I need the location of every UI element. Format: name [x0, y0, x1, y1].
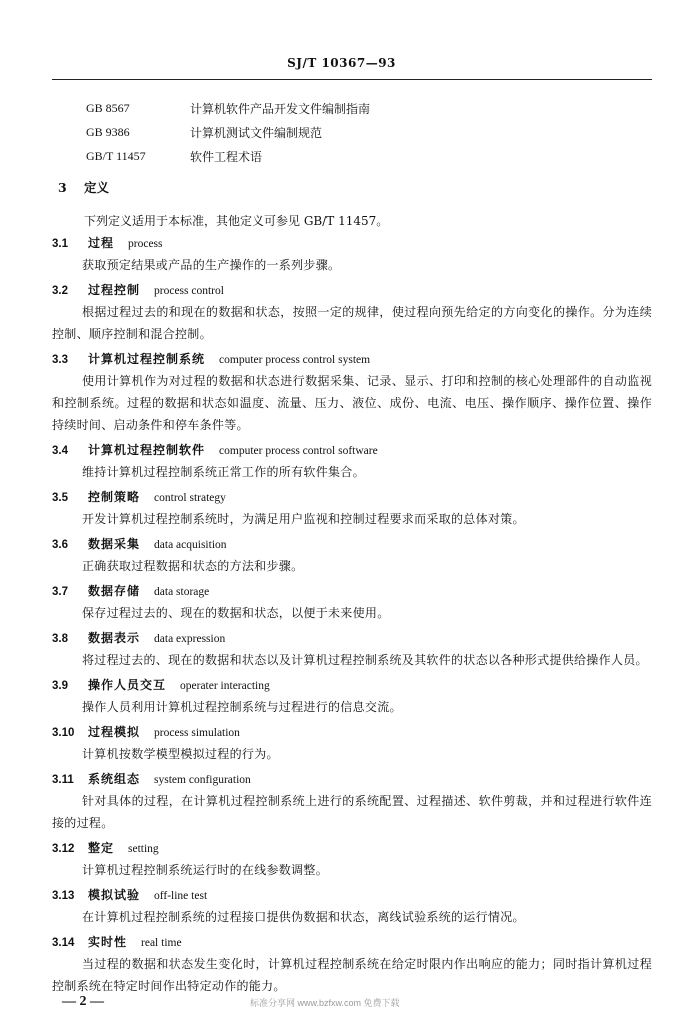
definition-number: 3.9 — [52, 680, 68, 692]
definition-term — [52, 837, 652, 859]
term-chinese: 数据表示 — [88, 631, 141, 645]
term-english: operater interacting — [180, 680, 270, 692]
definition-text: 维持计算机过程控制系统正常工作的所有软件集合。 — [82, 465, 365, 479]
definition-number: 3.1 — [52, 238, 68, 250]
definition-number: 3.10 — [52, 727, 75, 739]
reference-title: 软件工程术语 — [190, 149, 263, 164]
definition-entry — [52, 533, 652, 577]
definition-entry — [52, 931, 652, 997]
reference-title: 计算机测试文件编制规范 — [190, 125, 323, 140]
reference-item — [86, 120, 370, 144]
term-english: process control — [154, 285, 224, 297]
term-english: setting — [128, 843, 159, 855]
term-english: computer process control system — [219, 354, 371, 366]
definition-number: 3.13 — [52, 890, 75, 902]
definition-number: 3.4 — [52, 445, 68, 457]
section-intro: 下列定义适用于本标准，其他定义可参见 GB/T 11457。 — [84, 214, 389, 228]
reference-item — [86, 96, 370, 120]
term-english: data expression — [154, 633, 226, 645]
term-chinese: 计算机过程控制系统 — [88, 352, 206, 366]
term-chinese: 数据存储 — [88, 584, 141, 598]
definition-entry — [52, 580, 652, 624]
definition-text: 操作人员利用计算机过程控制系统与过程进行的信息交流。 — [82, 700, 402, 714]
header-rule — [52, 79, 652, 80]
term-english: control strategy — [154, 492, 226, 504]
definition-term — [52, 232, 652, 254]
section-number: 3 — [58, 180, 67, 195]
definition-entry — [52, 884, 652, 928]
definition-text: 保存过程过去的、现在的数据和状态，以便于未来使用。 — [82, 606, 390, 620]
definition-term — [52, 439, 652, 461]
definition-text: 正确获取过程数据和状态的方法和步骤。 — [82, 559, 304, 573]
section-title: 定义 — [84, 180, 110, 195]
term-chinese: 模拟试验 — [88, 888, 141, 902]
definition-entry — [52, 348, 652, 436]
term-english: off-line test — [154, 890, 208, 902]
term-chinese: 过程模拟 — [88, 725, 141, 739]
term-chinese: 计算机过程控制软件 — [88, 443, 206, 457]
definition-entry — [52, 674, 652, 718]
definition-term — [52, 627, 652, 649]
term-english: process — [128, 238, 163, 250]
term-chinese: 系统组态 — [88, 772, 141, 786]
definition-text: 针对具体的过程，在计算机过程控制系统上进行的系统配置、过程描述、软件剪裁，并和过程进行软件连接的过程。 — [52, 794, 652, 830]
definition-term — [52, 721, 652, 743]
definition-number: 3.3 — [52, 354, 68, 366]
reference-list — [86, 96, 370, 168]
standard-header: SJ/T 10367—93 — [287, 56, 396, 70]
definition-entry — [52, 837, 652, 881]
definition-text: 计算机按数学模型模拟过程的行为。 — [82, 747, 279, 761]
definition-entry — [52, 486, 652, 530]
definition-number: 3.7 — [52, 586, 68, 598]
definition-term — [52, 884, 652, 906]
reference-item — [86, 144, 370, 168]
term-chinese: 数据采集 — [88, 537, 141, 551]
definition-term — [52, 279, 652, 301]
definition-text: 计算机过程控制系统运行时的在线参数调整。 — [82, 863, 329, 877]
reference-code: GB 8567 — [86, 100, 130, 115]
page-number: — 2 — — [62, 994, 104, 1009]
definition-entry — [52, 721, 652, 765]
watermark: 标准分享网 www.bzfxw.com 免费下载 — [250, 998, 400, 1008]
definition-text: 当过程的数据和状态发生变化时，计算机过程控制系统在给定时限内作出响应的能力；同时指计算机过程控制系统在特定时间作出特定动作的能力。 — [52, 957, 652, 993]
definition-text: 获取预定结果或产品的生产操作的一系列步骤。 — [82, 258, 341, 272]
definition-term — [52, 768, 652, 790]
reference-code: GB/T 11457 — [86, 148, 146, 163]
definition-entry — [52, 627, 652, 671]
definition-term — [52, 580, 652, 602]
definition-term — [52, 533, 652, 555]
reference-title: 计算机软件产品开发文件编制指南 — [190, 101, 371, 116]
definition-term — [52, 348, 652, 370]
definition-text: 使用计算机作为对过程的数据和状态进行数据采集、记录、显示、打印和控制的核心处理部件的自动监视和控制系统。过程的数据和状态如温度、流量、压力、液位、成份、电流、电压、操作顺序、操作位置、操作持续时间、启动条件和停车条件等。 — [52, 374, 652, 432]
definition-term — [52, 486, 652, 508]
definition-number: 3.8 — [52, 633, 68, 645]
term-chinese: 实时性 — [88, 935, 128, 949]
term-chinese: 整定 — [88, 841, 115, 855]
section-heading — [58, 178, 109, 196]
definition-entry — [52, 232, 652, 276]
definition-number: 3.12 — [52, 843, 75, 855]
term-chinese: 操作人员交互 — [88, 678, 167, 692]
definition-number: 3.5 — [52, 492, 68, 504]
definition-number: 3.2 — [52, 285, 68, 297]
definition-number: 3.6 — [52, 539, 68, 551]
definition-number: 3.11 — [52, 774, 74, 786]
term-english: data storage — [154, 586, 210, 598]
definition-text: 将过程过去的、现在的数据和状态以及计算机过程控制系统及其软件的状态以各种形式提供给操作人员。 — [82, 653, 648, 667]
definition-entry — [52, 768, 652, 834]
definition-text: 开发计算机过程控制系统时，为满足用户监视和控制过程要求而采取的总体对策。 — [82, 512, 525, 526]
definition-entry — [52, 439, 652, 483]
reference-code: GB 9386 — [86, 124, 130, 139]
term-english: data acquisition — [154, 539, 227, 551]
term-english: system configuration — [154, 774, 251, 786]
definition-text: 在计算机过程控制系统的过程接口提供伪数据和状态，离线试验系统的运行情况。 — [82, 910, 525, 924]
definition-number: 3.14 — [52, 937, 75, 949]
definition-term — [52, 931, 652, 953]
term-chinese: 过程 — [88, 236, 115, 250]
definition-term — [52, 674, 652, 696]
term-english: real time — [141, 937, 182, 949]
term-chinese: 控制策略 — [88, 490, 141, 504]
definition-list — [52, 232, 652, 1000]
definition-text: 根据过程过去的和现在的数据和状态，按照一定的规律，使过程向预先给定的方向变化的操作。分为连续控制、顺序控制和混合控制。 — [52, 305, 652, 341]
definition-entry — [52, 279, 652, 345]
term-english: computer process control software — [219, 445, 378, 457]
term-chinese: 过程控制 — [88, 283, 141, 297]
term-english: process simulation — [154, 727, 240, 739]
